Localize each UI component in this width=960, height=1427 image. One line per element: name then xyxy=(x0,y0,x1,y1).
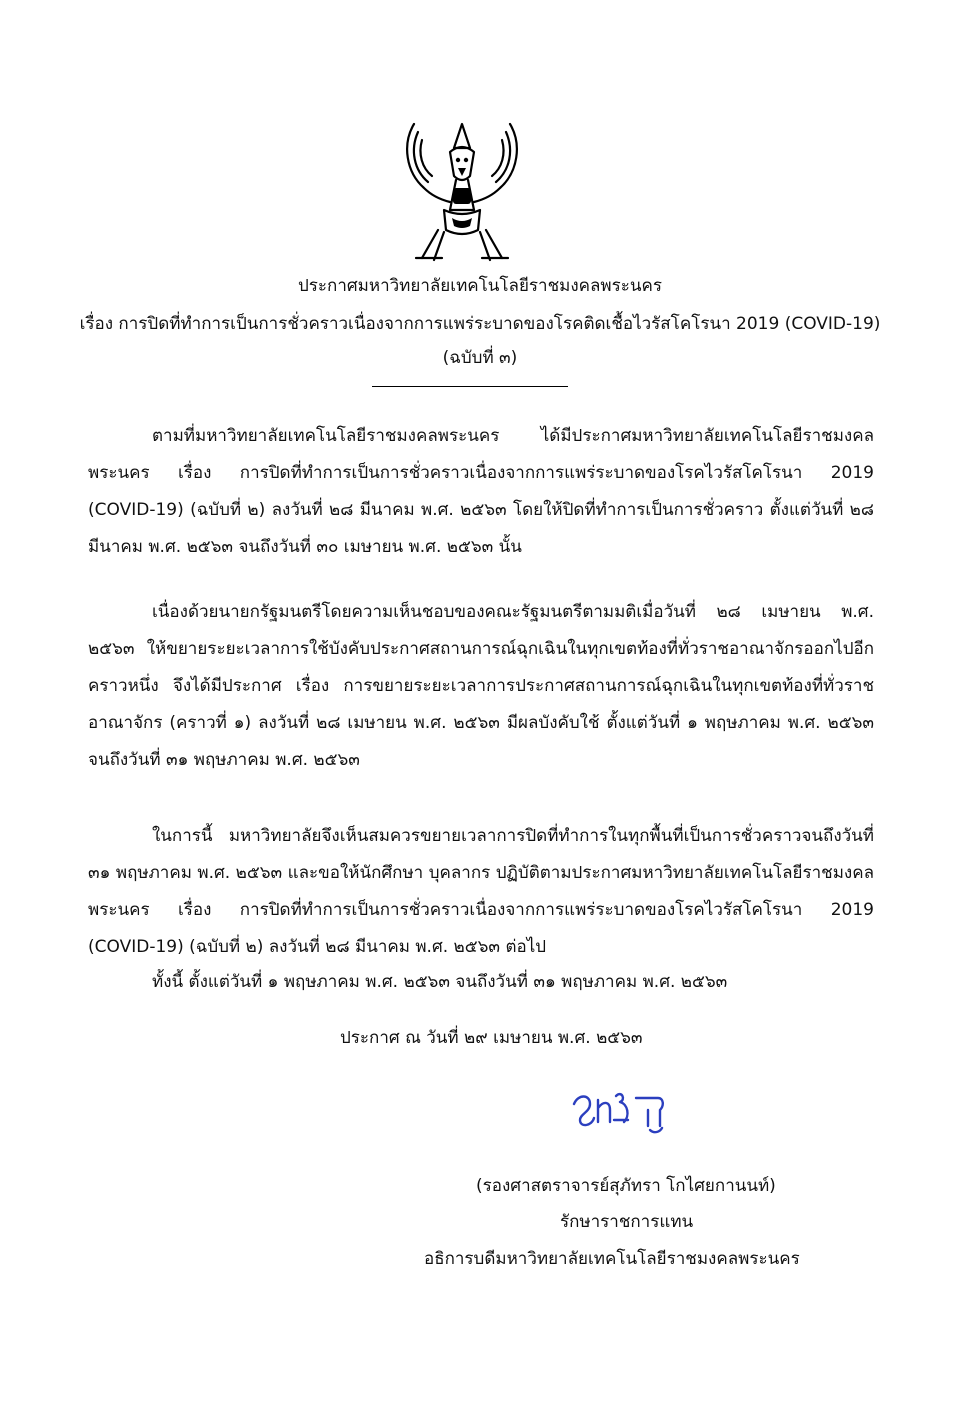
announced-date: ประกาศ ณ วันที่ ๒๙ เมษายน พ.ศ. ๒๕๖๓ xyxy=(340,1028,643,1048)
announcement-issuer: ประกาศมหาวิทยาลัยเทคโนโลยีราชมงคลพระนคร xyxy=(297,276,663,296)
signatory-position: อธิการบดีมหาวิทยาลัยเทคโนโลยีราชมงคลพระนคร xyxy=(424,1249,800,1269)
garuda-emblem-icon xyxy=(398,118,526,266)
announcement-subject: เรื่อง การปิดที่ทำการเป็นการชั่วคราวเนื่องจากการแพร่ระบาดของโรคติดเชื้อไวรัสโคโรนา 2019 (COVID-19) xyxy=(79,314,881,334)
body-paragraph-2: เนื่องด้วยนายกรัฐมนตรีโดยความเห็นชอบของคณะรัฐมนตรีตามมติเมื่อวันที่ ๒๘ เมษายน พ.ศ. ๒๕๖๓ ให้ขยายระยะเวลาการใช้บังคับประกาศสถานการณ์ฉุกเฉินในทุกเขตท้องที่ทั่วราชอาณาจักรออกไปอีกคราวหนึ่ง จึงได้มีประกาศ เรื่อง การขยายระยะเวลาการประกาศสถานการณ์ฉุกเฉินในทุกเขตท้องที่ทั่วราชอาณาจักร (คราวที่ ๑) ลงวันที่ ๒๘ เมษายน พ.ศ. ๒๕๖๓ มีผลบังคับใช้ ตั้งแต่วันที่ ๑ พฤษภาคม พ.ศ. ๒๕๖๓ จนถึงวันที่ ๓๑ พฤษภาคม พ.ศ. ๒๕๖๓ xyxy=(88,602,874,770)
signatory-name: (รองศาสตราจารย์สุภัทรา โกไศยกานนท์) xyxy=(476,1176,776,1196)
body-paragraph-1: ตามที่มหาวิทยาลัยเทคโนโลยีราชมงคลพระนคร ได้มีประกาศมหาวิทยาลัยเทคโนโลยีราชมงคลพระนคร เรื่อง การปิดที่ทำการเป็นการชั่วคราวเนื่องจากการแพร่ระบาดของโรคไวรัสโคโรนา 2019 (COVID-19) (ฉบับที่ ๒) ลงวันที่ ๒๘ มีนาคม พ.ศ. ๒๕๖๓ โดยให้ปิดที่ทำการเป็นการชั่วคราว ตั้งแต่วันที่ ๒๘ มีนาคม พ.ศ. ๒๕๖๓ จนถึงวันที่ ๓๐ เมษายน พ.ศ. ๒๕๖๓ นั้น xyxy=(88,426,874,557)
announcement-edition: (ฉบับที่ ๓) xyxy=(442,348,518,368)
handwritten-signature xyxy=(568,1086,672,1136)
signatory-acting: รักษาราชการแทน xyxy=(560,1212,694,1232)
effective-period: ทั้งนี้ ตั้งแต่วันที่ ๑ พฤษภาคม พ.ศ. ๒๕๖๓ จนถึงวันที่ ๓๑ พฤษภาคม พ.ศ. ๒๕๖๓ xyxy=(152,972,728,992)
header-divider xyxy=(372,386,568,387)
body-paragraph-3: ในการนี้ มหาวิทยาลัยจึงเห็นสมควรขยายเวลาการปิดที่ทำการในทุกพื้นที่เป็นการชั่วคราวจนถึงวันที่ ๓๑ พฤษภาคม พ.ศ. ๒๕๖๓ และขอให้นักศึกษา บุคลากร ปฏิบัติตามประกาศมหาวิทยาลัยเทคโนโลยีราชมงคลพระนคร เรื่อง การปิดที่ทำการเป็นการชั่วคราวเนื่องจากการแพร่ระบาดของโรคไวรัสโคโรนา 2019 (COVID-19) (ฉบับที่ ๒) ลงวันที่ ๒๘ มีนาคม พ.ศ. ๒๕๖๓ ต่อไป xyxy=(88,826,874,957)
